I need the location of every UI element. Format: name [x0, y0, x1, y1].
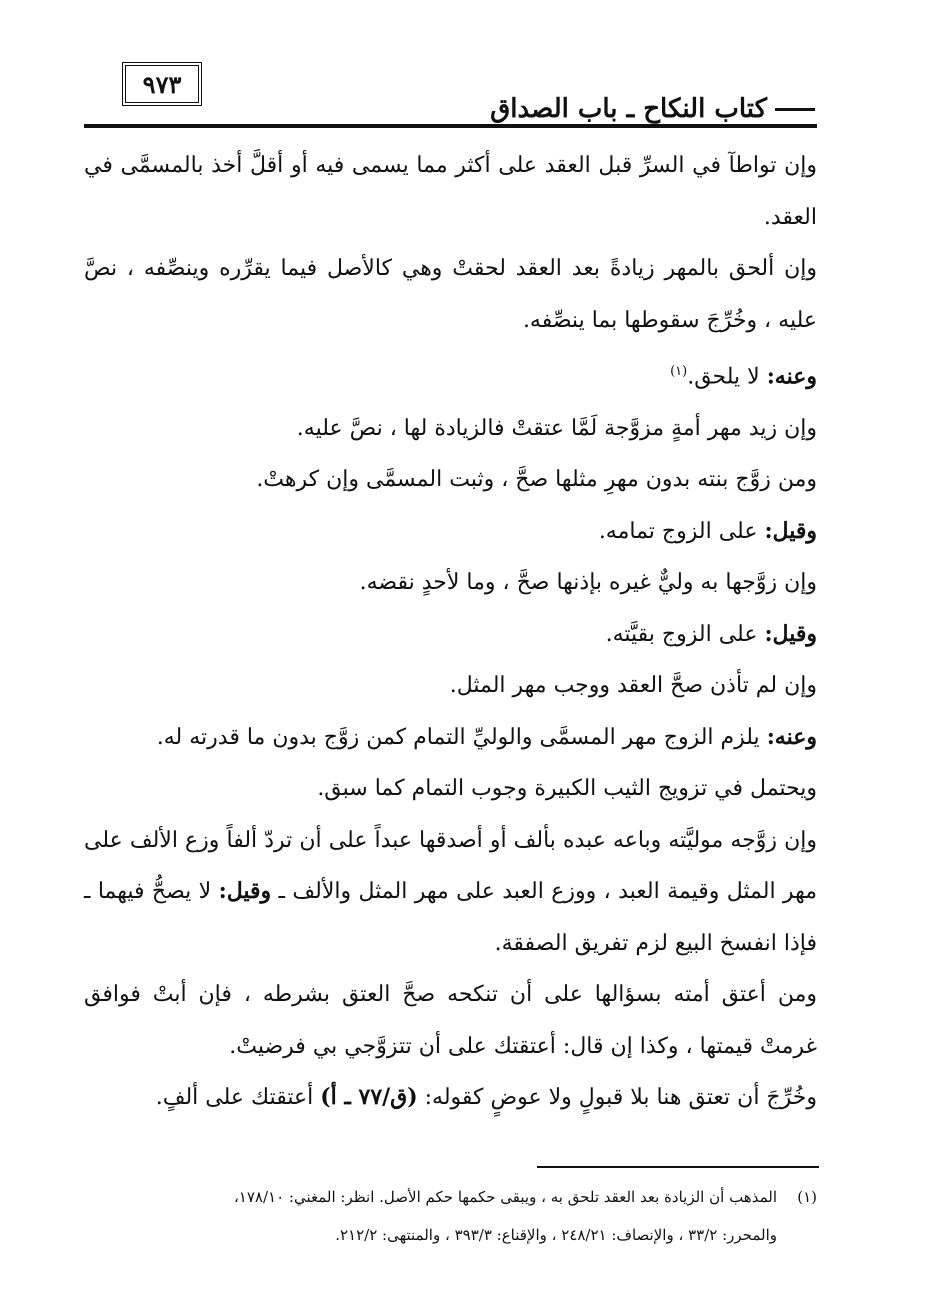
paragraph-text: على الزوج تمامه.: [598, 518, 765, 544]
paragraph: [84, 815, 817, 970]
manuscript-reference: (ق/٧٧ ـ أ): [320, 1084, 418, 1111]
paragraph-text: يلزم الزوج مهر المسمَّى والوليِّ التمام كمن زوَّج بدون ما قدرته له.: [156, 724, 767, 750]
paragraph: وإن لم تأذن صحَّ العقد ووجب مهر المثل.: [449, 673, 817, 699]
footnote-marker: (١): [670, 364, 688, 379]
paragraph-lead: وقيل:: [764, 517, 817, 544]
paragraph-text: لا يصحُّ فيهما ـ فإذا انفسخ البيع لزم تفريق الصفقة.: [84, 879, 817, 956]
footnote-text: المذهب أن الزيادة بعد العقد تلحق به ، ويبقى حكمها حكم الأصل. انظر: المغني: ١٧٨/١٠،: [233, 1188, 777, 1206]
paragraph: وإن زيد مهر أمةٍ مزوَّجة لَمَّا عتقتْ فالزيادة لها ، نصَّ عليه.: [296, 415, 817, 441]
paragraph: ومن أعتق أمته بسؤالها على أن تنكحه صحَّ العتق بشرطه ، فإن أبتْ فوافق غرمتْ قيمتها ، وكذا إن قال: أعتقتك على أن تتزوَّجي بي فرضيتْ.: [84, 982, 817, 1059]
footnotes: [130, 1178, 817, 1254]
footnote-text: والمحرر: ٣٣/٢ ، والإنصاف: ٢٤٨/٢١ ، والإقناع: ٣٩٣/٣ ، والمنتهى: ٢١٢/٢.: [335, 1226, 777, 1244]
paragraph-lead: وعنه:: [766, 723, 817, 750]
paragraph-lead: وعنه:: [766, 363, 817, 390]
paragraph: ومن زوَّج بنته بدون مهرِ مثلها صحَّ ، وثبت المسمَّى وإن كرهتْ.: [256, 467, 817, 493]
footnote-number: (١): [797, 1188, 817, 1206]
footnote-rule: [537, 1166, 819, 1168]
paragraph: [84, 1072, 817, 1124]
paragraph: [84, 506, 817, 558]
paragraph: [84, 609, 817, 661]
paragraph-text: على الزوج بقيَّته.: [605, 621, 765, 647]
main-text: [84, 140, 817, 1124]
paragraph-text: وإن زوَّجه موليَّته وباعه عبده بألف أو أصدقها عبداً على أن تردّ ألفاً وزع الألف على مهر المثل وقيمة العبد ، ووزع العبد على مهر المثل والألف ـ: [84, 827, 817, 905]
running-title: كتاب النكاح ـ باب الصداق: [490, 94, 767, 124]
paragraph: [84, 712, 817, 764]
paragraph-text: أعتقتك على ألفٍ.: [155, 1085, 321, 1111]
page-number-text: ٩٧٣: [142, 69, 182, 99]
paragraph-text: وخُرِّجَ أن تعتق هنا بلا قبولٍ ولا عوضٍ كقوله:: [417, 1085, 817, 1111]
paragraph-lead: وقيل:: [218, 878, 272, 905]
paragraph-lead: وقيل:: [764, 620, 817, 647]
running-header: [90, 92, 815, 126]
paragraph: ويحتمل في تزويج الثيب الكبيرة وجوب التمام كما سبق.: [317, 776, 817, 802]
paragraph: وإن تواطآ في السرِّ قبل العقد على أكثر مما يسمى فيه أو أقلَّ أخذ بالمسمَّى في العقد.: [84, 153, 817, 230]
paragraph-text: لا يلحق.: [687, 364, 767, 390]
paragraph: وإن زوَّجها به وليٌّ غيره بإذنها صحَّ ، وما لأحدٍ نقضه.: [359, 570, 817, 596]
header-dash-right: [775, 108, 815, 111]
footnote-line: [130, 1216, 817, 1254]
paragraph: [84, 346, 817, 403]
footnote-line: [130, 1178, 817, 1216]
header-rule: [84, 124, 817, 128]
paragraph: وإن ألحق بالمهر زيادةً بعد العقد لحقتْ وهي كالأصل فيما يقرِّره وينصِّفه ، نصَّ عليه ، وخُرِّجَ سقوطها بما ينصِّفه.: [84, 256, 817, 333]
